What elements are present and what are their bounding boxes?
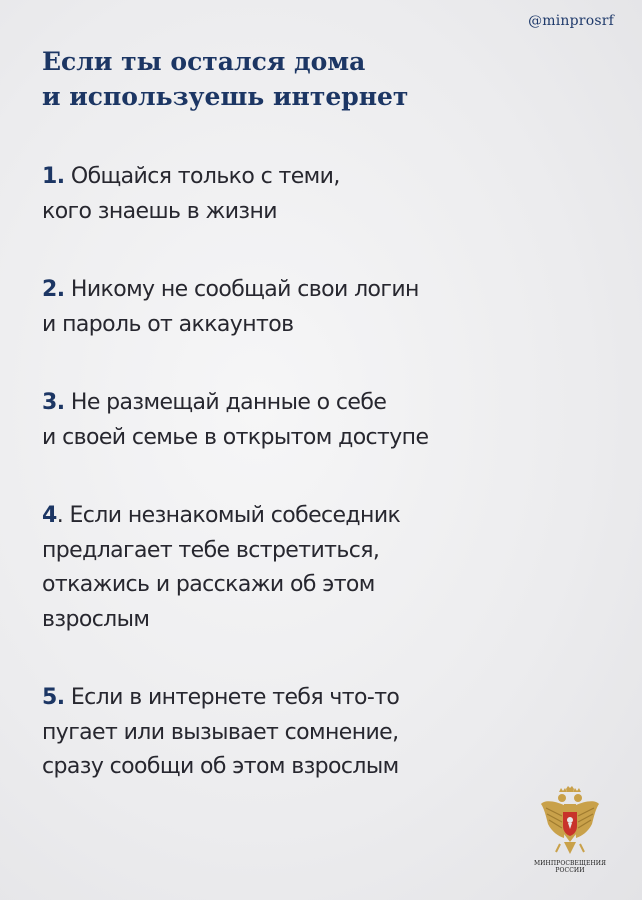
tip-2-line-1 bbox=[42, 273, 562, 308]
tip-3-line-2: и своей семье в открытом доступе bbox=[42, 424, 429, 450]
tip-5-line-2: пугает или вызывает сомнение, bbox=[42, 719, 399, 745]
tip-5-line-1 bbox=[42, 681, 562, 716]
tip-4-number: 4 bbox=[42, 503, 57, 528]
tip-4-line-2: предлагает тебе встретиться, bbox=[42, 537, 380, 563]
tips-list bbox=[42, 160, 562, 829]
tip-3-text-1: Не размещай данные о себе bbox=[70, 390, 387, 415]
tip-4-text-1: . Если незнакомый собеседник bbox=[56, 503, 401, 528]
ministry-logo-caption bbox=[533, 860, 607, 874]
tip-1-number: 1. bbox=[42, 164, 65, 189]
tip-3-line-1 bbox=[42, 386, 562, 421]
tip-4-line-4: взрослым bbox=[42, 606, 150, 632]
tip-3-number: 3. bbox=[42, 390, 65, 415]
tip-2 bbox=[42, 273, 562, 342]
tip-1 bbox=[42, 160, 562, 229]
tip-5-text-1: Если в интернете тебя что-то bbox=[70, 685, 400, 710]
ministry-logo-line-1: МИНПРОСВЕЩЕНИЯ bbox=[533, 860, 607, 867]
tip-5 bbox=[42, 681, 562, 785]
title-line-1: Если ты остался дома bbox=[42, 47, 366, 76]
tip-5-number: 5. bbox=[42, 685, 65, 710]
tip-5-line-3: сразу сообщи об этом взрослым bbox=[42, 754, 399, 779]
ministry-logo bbox=[533, 786, 607, 888]
tip-2-text-1: Никому не сообщай свои логин bbox=[70, 277, 419, 302]
tip-1-line-1 bbox=[42, 160, 562, 195]
ministry-logo-line-2: РОССИИ bbox=[555, 867, 585, 874]
tip-4-line-3: откажись и расскажи об этом bbox=[42, 572, 375, 597]
account-handle: @minprosrf bbox=[528, 13, 614, 29]
tip-2-line-2: и пароль от аккаунтов bbox=[42, 311, 294, 337]
page-title bbox=[42, 44, 408, 114]
tip-1-line-2: кого знаешь в жизни bbox=[42, 198, 278, 224]
tip-4-line-1 bbox=[42, 499, 562, 534]
tip-1-text-1: Общайся только с теми, bbox=[70, 164, 340, 189]
tip-4 bbox=[42, 499, 562, 637]
tip-2-number: 2. bbox=[42, 277, 65, 302]
eagle-emblem-icon bbox=[540, 786, 600, 858]
tip-3 bbox=[42, 386, 562, 455]
title-line-2: и используешь интернет bbox=[42, 82, 409, 111]
